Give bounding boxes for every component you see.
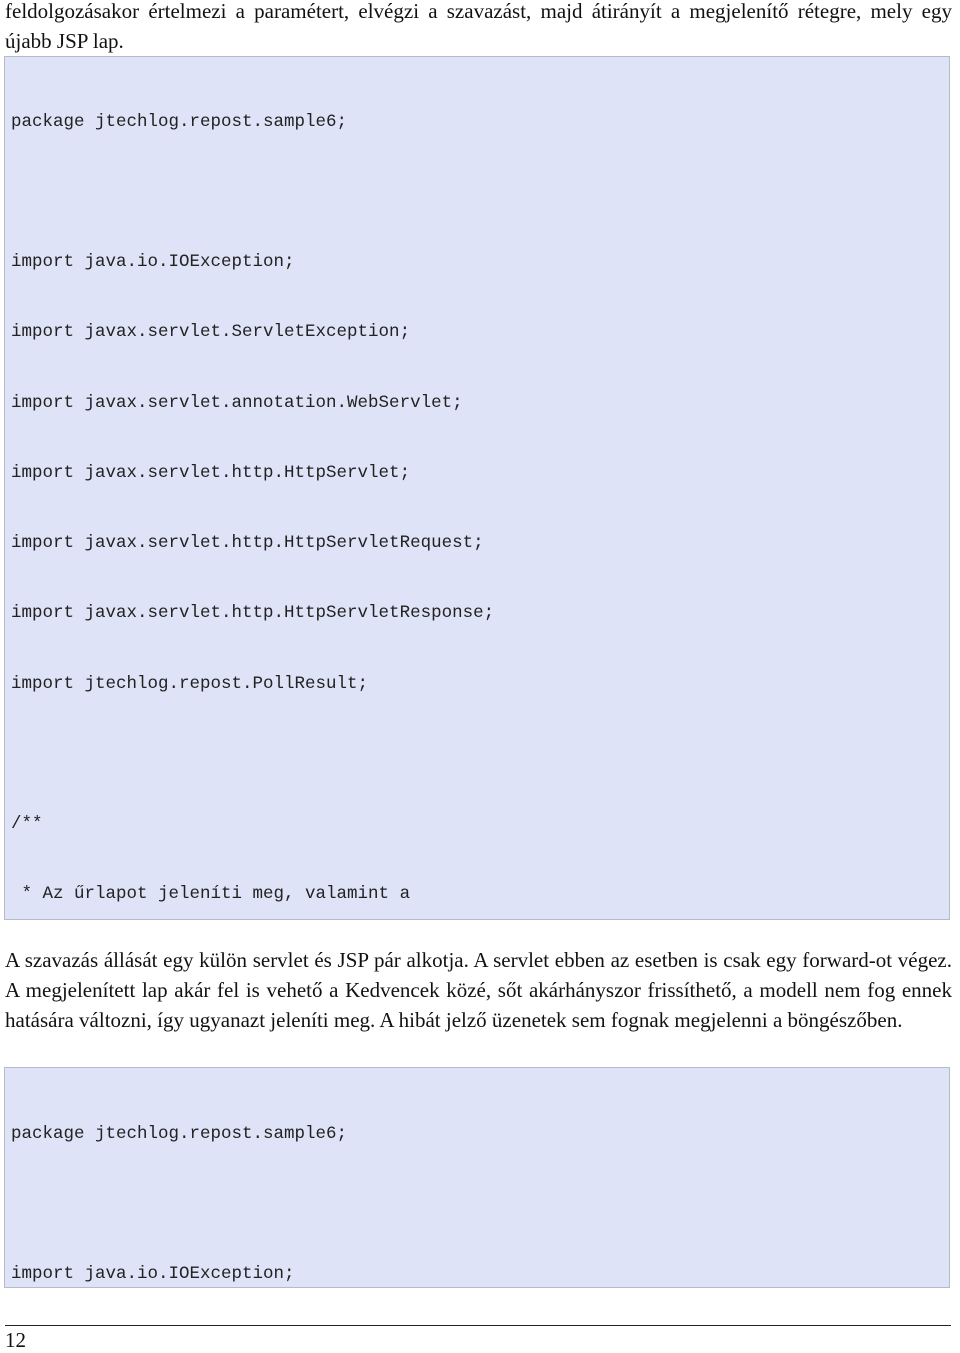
code-listing-result-servlet [4, 1067, 950, 1288]
intro-paragraph: feldolgozásakor értelmezi a paramétert, elvégzi a szavazást, majd átirányít a megjelenítő rétegre, mely egy újabb JSP lap. [5, 0, 952, 53]
code-line [11, 181, 949, 204]
page-number: 12 [5, 1328, 26, 1352]
code-line: package jtechlog.repost.sample6; [11, 111, 348, 132]
code-line: /** [11, 813, 43, 834]
code-line: package jtechlog.repost.sample6; [11, 1123, 348, 1144]
code-line: * Az űrlapot jeleníti meg, valamint a [11, 884, 411, 905]
code-line [11, 1193, 949, 1216]
code-line: import java.io.IOException; [11, 1264, 295, 1285]
code-listing-poll-servlet [4, 56, 950, 920]
code-line [11, 743, 949, 766]
middle-paragraph: A szavazás állását egy külön servlet és JSP pár alkotja. A servlet ebben az esetben is csak egy forward-ot végez. A megjelenített lap akár fel is vehető a Kedvencek közé, sőt akárhányszor frissíthető, a modell nem fog ennek hatására változni, így ugyanazt jeleníti meg. A hibát jelző üzenetek sem fognak megjelenni a böngészőben. [5, 948, 952, 1032]
code-line: import javax.servlet.http.HttpServletRequest; [11, 533, 484, 554]
code-line: import javax.servlet.annotation.WebServlet; [11, 392, 463, 413]
code-line: import jtechlog.repost.PollResult; [11, 673, 369, 694]
code-line: import javax.servlet.http.HttpServlet; [11, 462, 411, 483]
code-line: import java.io.IOException; [11, 252, 295, 273]
code-line: import javax.servlet.ServletException; [11, 322, 411, 343]
code-line: import javax.servlet.http.HttpServletResponse; [11, 603, 495, 624]
footer-divider [5, 1325, 951, 1326]
